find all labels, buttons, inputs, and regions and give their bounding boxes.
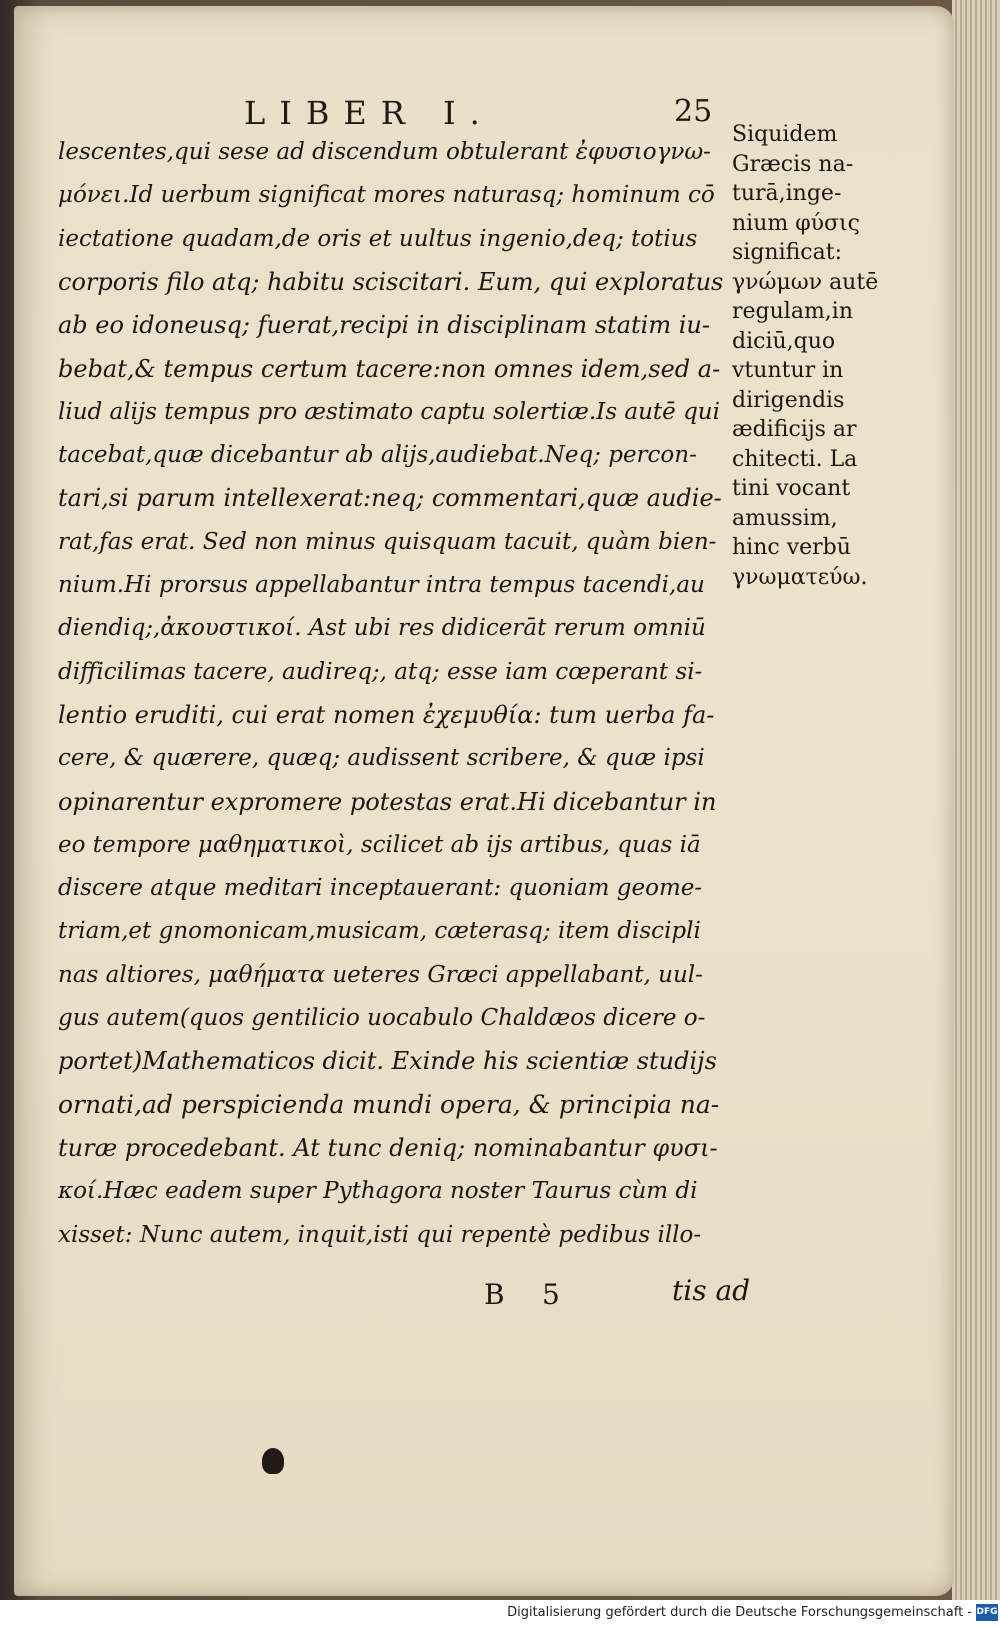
body-line: discere atque meditari inceptauerant: quoniam geome-	[58, 875, 703, 902]
body-line: ab eo idoneusq; fuerat,recipi in disciplinam statim iu-	[58, 311, 710, 340]
catchword: tis ad	[672, 1274, 751, 1307]
body-line: tari,si parum intellexerat:neq; commentari,quæ audie-	[58, 484, 722, 513]
page-edges	[952, 0, 1000, 1600]
fleuron-ornament	[262, 1448, 284, 1474]
running-title: LIBER I.	[244, 94, 494, 132]
body-line: bebat,& tempus certum tacere:non omnes idem,sed a-	[58, 354, 721, 383]
margin-note-line: γνωματεύω.	[732, 564, 868, 590]
body-line: lentio eruditi, cui erat nomen ἐχεμυθία: tum uerba fa-	[58, 700, 715, 729]
margin-note-line: significat:	[732, 240, 842, 265]
body-line: corporis filo atq; habitu sciscitari. Eum, qui exploratus	[58, 267, 724, 296]
margin-note-line: Siquidem	[732, 122, 838, 147]
body-line: difficilimas tacere, audireq;, atq; esse iam cœperant si-	[58, 658, 703, 685]
margin-note-line: turā,inge-	[732, 181, 842, 206]
margin-note-line: hinc verbū	[732, 535, 851, 560]
body-line: gus autem(quos gentilicio uocabulo Chaldæos dicere o-	[58, 1005, 706, 1031]
signature-letter: B	[484, 1278, 505, 1311]
body-line: lescentes,qui sese ad discendum obtulerant ἐφυσιογνω-	[58, 139, 711, 165]
margin-note-line: γνώμων autē	[732, 269, 879, 295]
dfg-logo: DFG	[976, 1604, 998, 1621]
body-line: xisset: Nunc autem, inquit,isti qui repentè pedibus illo-	[58, 1221, 702, 1248]
book-page	[14, 6, 954, 1596]
body-line: nas altiores, μαθήματα ueteres Græci appellabant, uul-	[58, 961, 703, 988]
margin-note-line: chitecti. La	[732, 446, 858, 472]
body-line: tacebat,quæ dicebantur ab alijs,audiebat.Neq; percon-	[58, 442, 697, 469]
body-line: triam,et gnomonicam,musicam, cæterasq; item discipli	[58, 918, 701, 945]
margin-note-line: amussim,	[732, 505, 838, 531]
body-line: rat,fas erat. Sed non minus quisquam tacuit, quàm bien-	[58, 528, 717, 555]
body-line: cere, & quærere, quæq; audissent scribere, & quæ ipsi	[58, 745, 705, 772]
margin-note-line: regulam,in	[732, 299, 853, 324]
margin-note-line: Græcis na-	[732, 151, 854, 177]
body-line: liud alijs tempus pro æstimato captu solertiæ.Is autē qui	[58, 398, 720, 425]
margin-note-line: ædificijs ar	[732, 417, 857, 442]
margin-note-line: diciū,quo	[732, 328, 836, 354]
body-line: opinarentur expromere potestas erat.Hi dicebantur in	[58, 787, 717, 816]
body-line: turæ procedebant. At tunc deniq; nominabantur φυσι-	[58, 1133, 718, 1162]
signature-number: 5	[542, 1278, 560, 1311]
body-line: μόνει.Id uerbum significat mores naturasq; hominum cō	[58, 182, 715, 209]
body-line: iectatione quadam,de oris et uultus ingenio,deq; totius	[58, 225, 698, 252]
body-line: ornati,ad perspicienda mundi opera, & principia na-	[58, 1089, 720, 1119]
body-line: diendiq;,ἀκουστικοί. Ast ubi res didicerāt rerum omniū	[58, 615, 706, 642]
footer-credit: Digitalisierung gefördert durch die Deutsche Forschungsgemeinschaft -	[507, 1605, 972, 1620]
footer-bar	[0, 1600, 1000, 1627]
body-line: κοί.Hæc eadem super Pythagora noster Taurus cùm di	[58, 1178, 698, 1205]
body-line: eo tempore μαθηματικοὶ, scilicet ab ijs artibus, quas iā	[58, 831, 701, 858]
margin-note-line: nium φύσις	[732, 210, 860, 236]
margin-note-line: tini vocant	[732, 476, 851, 501]
body-line: portet)Mathematicos dicit. Exinde his scientiæ studijs	[58, 1047, 717, 1076]
margin-note-line: vtuntur in	[732, 358, 844, 383]
body-line: nium.Hi prorsus appellabantur intra tempus tacendi,au	[58, 572, 705, 598]
margin-note-line: dirigendis	[732, 387, 845, 413]
page-number: 25	[674, 94, 713, 129]
